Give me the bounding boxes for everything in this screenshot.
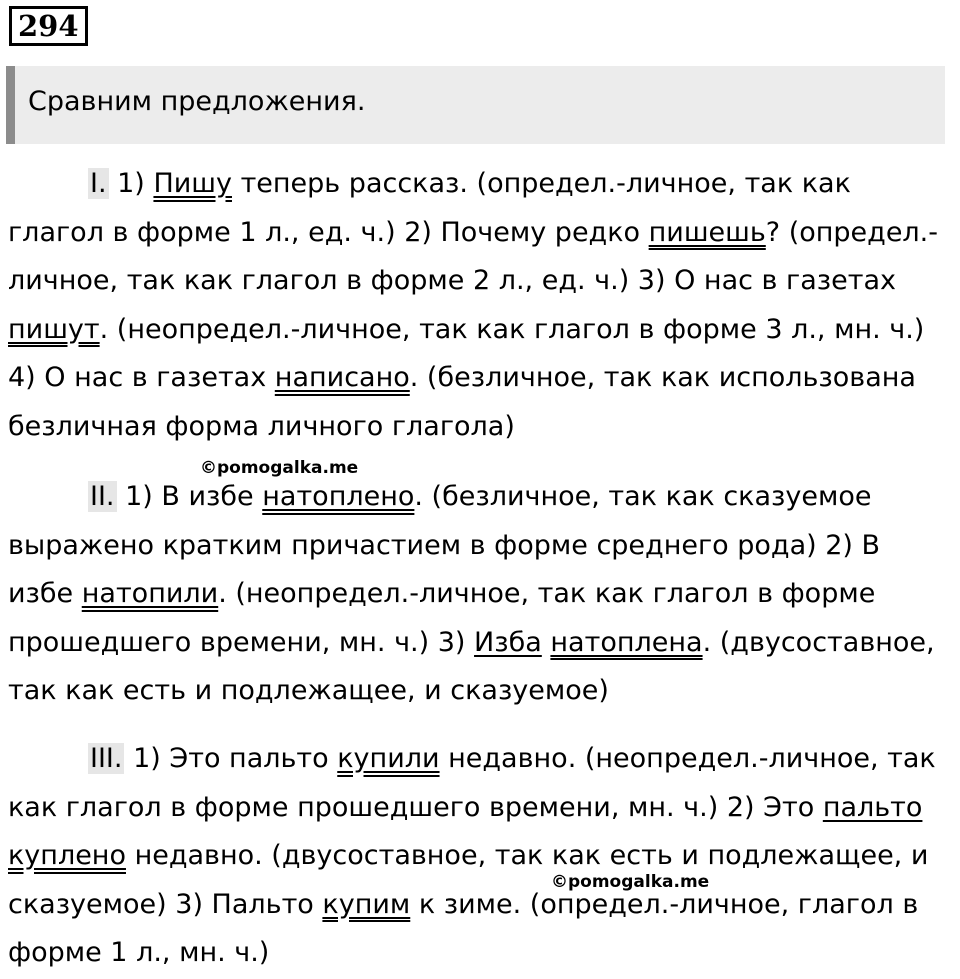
text: . (неопредел.-личное, так как глагол в форме прошедшего времени, мн. ч.) 3) — [8, 578, 876, 658]
subject: Изба — [474, 626, 542, 658]
roman-numeral: III. — [90, 743, 123, 774]
predicate: купили — [337, 743, 440, 774]
paragraph-1 — [8, 160, 952, 451]
paragraph-2 — [8, 473, 952, 716]
predicate: написано — [274, 362, 410, 393]
watermark: ©pomogalka.me — [551, 872, 710, 892]
roman-numeral: I. — [90, 168, 107, 199]
task-number: 294 — [9, 6, 88, 46]
predicate: пишешь — [648, 216, 766, 248]
text: теперь рассказ. (определ.-личное, так как глагол в форме 1 л., ед. ч.) 2) Почему редко — [8, 168, 851, 248]
text: . (безличное, так как использована безличная форма личного глагола) — [8, 362, 916, 442]
subject: пальто — [822, 791, 923, 823]
predicate: куплено — [8, 840, 126, 871]
roman-numeral: II. — [90, 481, 115, 512]
text: недавно. (двусоставное, так как есть и подлежащее, и сказуемое) 3) Пальто — [8, 840, 929, 920]
predicate: натоплено — [262, 481, 415, 512]
text: к зиме. (определ.-личное, глагол в форме 1 л., мн. ч.) — [8, 888, 919, 968]
header-text: Сравним предложения. — [28, 86, 366, 117]
text: . (неопредел.-личное, так как глагол в форме 3 л., мн. ч.) 4) О нас в газетах — [8, 313, 925, 393]
text: 1) В избе — [116, 481, 263, 512]
header-bar — [6, 66, 945, 144]
text: . (безличное, так как сказуемое выражено кратким причастием в форме среднего рода) 2) В избе — [8, 481, 881, 609]
text: 1) — [108, 168, 154, 199]
predicate: купим — [322, 888, 411, 920]
predicate: натоплена — [550, 626, 703, 658]
predicate: натопили — [81, 578, 219, 609]
text: 1) Это пальто — [124, 743, 338, 774]
predicate: Пишу — [153, 168, 232, 199]
text: ? (определ.-личное, так как глагол в форме 2 л., ед. ч.) 3) О нас в газетах — [8, 216, 939, 296]
watermark: ©pomogalka.me — [200, 458, 359, 478]
predicate: пишут — [8, 313, 100, 345]
text: . (двусоставное, так как есть и подлежащее, и сказуемое) — [8, 626, 935, 706]
text: недавно. (неопредел.-личное, так как глагол в форме прошедшего времени, мн. ч.) 2) Это — [8, 743, 936, 823]
paragraph-3 — [8, 735, 952, 978]
